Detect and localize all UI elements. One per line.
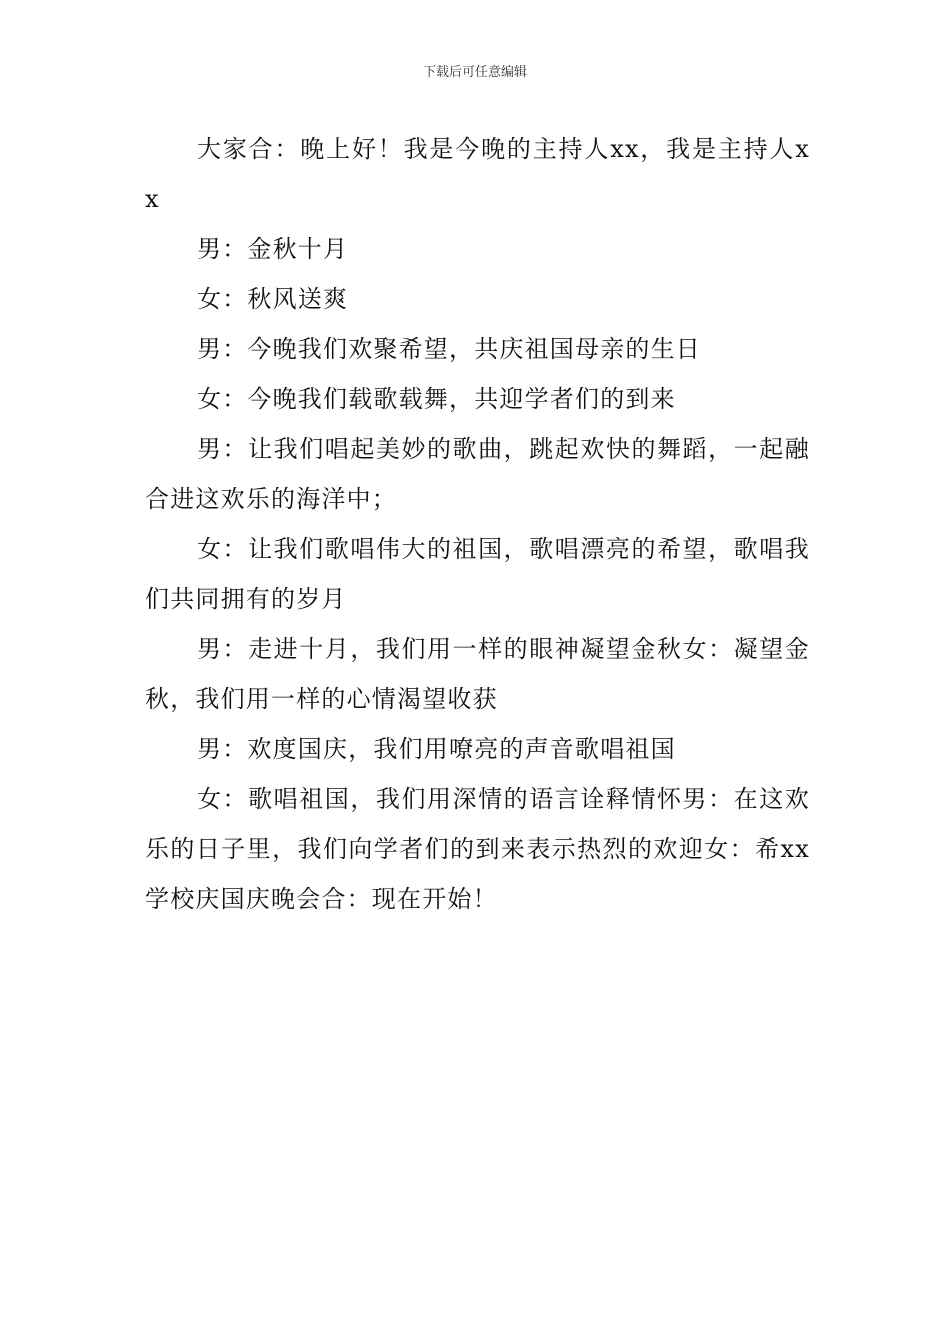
paragraph-male-line-5: 男：欢度国庆，我们用嘹亮的声音歌唱祖国 xyxy=(197,735,676,763)
paragraph-male-line-2: 男：今晚我们欢聚希望，共庆祖国母亲的生日 xyxy=(197,335,701,363)
paragraph-male-line-3: 男：让我们唱起美妙的歌曲，跳起欢快的舞蹈，一起融合进这欢乐的海洋中； xyxy=(145,435,810,513)
paragraph-male-line-4: 男：走进十月，我们用一样的眼神凝望金秋女：凝望金秋，我们用一样的心情渴望收获 xyxy=(145,635,810,713)
paragraph-opening-greeting: 大家合：晚上好！我是今晚的主持人xx，我是主持人xx xyxy=(145,135,810,213)
paragraph-closing: 女：歌唱祖国，我们用深情的语言诠释情怀男：在这欢乐的日子里，我们向学者们的到来表示热烈的欢迎女：希xx学校庆国庆晚会合：现在开始！ xyxy=(145,785,810,913)
paragraph-male-line-1: 男：金秋十月 xyxy=(197,235,349,263)
page-header-note: 下载后可任意编辑 xyxy=(422,65,527,80)
document-body xyxy=(145,124,810,924)
paragraph-female-line-3: 女：让我们歌唱伟大的祖国，歌唱漂亮的希望，歌唱我们共同拥有的岁月 xyxy=(145,535,810,613)
paragraph-female-line-2: 女：今晚我们载歌载舞，共迎学者们的到来 xyxy=(197,385,676,413)
paragraph-female-line-1: 女：秋风送爽 xyxy=(197,285,349,313)
